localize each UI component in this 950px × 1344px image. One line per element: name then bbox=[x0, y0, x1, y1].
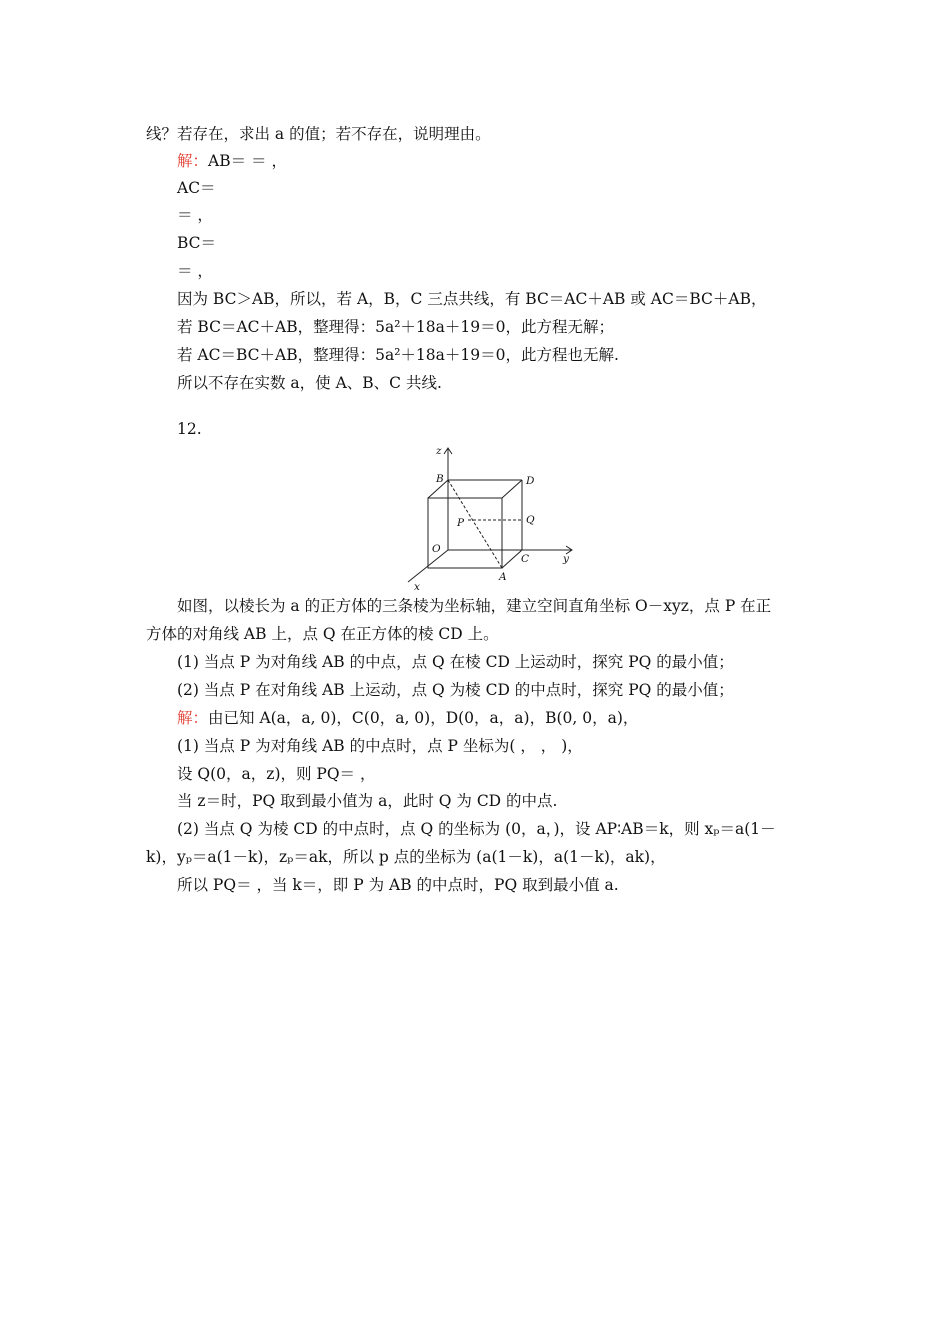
label-Q: Q bbox=[526, 514, 535, 526]
label-y: y bbox=[563, 553, 569, 565]
text-line: ＝ ， bbox=[177, 206, 213, 224]
label-C: C bbox=[521, 553, 530, 565]
text-line: (2) 当点 Q 为棱 CD 的中点时，点 Q 的坐标为 (0，a，)，设 AP∶AB＝k，则 xₚ＝a(1－ bbox=[177, 820, 776, 838]
text-line: 方体的对角线 AB 上，点 Q 在正方体的棱 CD 上。 bbox=[146, 625, 499, 643]
solution-line bbox=[177, 151, 287, 171]
text-line: AC＝ bbox=[177, 179, 216, 197]
text-line: (1) 当点 P 为对角线 AB 的中点，点 Q 在棱 CD 上运动时，探究 PQ 的最小值； bbox=[177, 653, 734, 671]
label-z: z bbox=[436, 445, 442, 457]
solution-text: 由已知 A(a，a, 0)，C(0，a, 0)，D(0，a，a)，B(0, 0，a)， bbox=[208, 709, 639, 727]
solution-text: AB＝ ＝ ， bbox=[208, 152, 287, 170]
text-line: 所以不存在实数 a，使 A、B、C 共线. bbox=[177, 374, 442, 392]
text-line: BC＝ bbox=[177, 234, 217, 252]
text-line: 线？若存在，求出 a 的值；若不存在，说明理由。 bbox=[146, 125, 491, 143]
solution-label: 解： bbox=[177, 152, 209, 170]
text-line: ＝ ， bbox=[177, 262, 213, 280]
label-x: x bbox=[414, 581, 420, 590]
label-O: O bbox=[432, 543, 441, 555]
text-line: 若 BC＝AC＋AB，整理得：5a²＋18a＋19＝0，此方程无解； bbox=[177, 318, 614, 336]
text-line: (1) 当点 P 为对角线 AB 的中点时，点 P 坐标为( ， ， )， bbox=[177, 737, 583, 755]
text-line: 所以 PQ＝ ，当 k＝，即 P 为 AB 的中点时，PQ 取到最小值 a. bbox=[177, 876, 619, 894]
text-line: 因为 BC＞AB，所以，若 A，B，C 三点共线，有 BC＝AC＋AB 或 AC＝BC＋AB， bbox=[177, 290, 767, 308]
solution-line bbox=[177, 708, 638, 728]
text-line: 若 AC＝BC＋AB，整理得：5a²＋18a＋19＝0，此方程也无解. bbox=[177, 346, 619, 364]
text-line: (2) 当点 P 在对角线 AB 上运动，点 Q 为棱 CD 的中点时，探究 PQ 的最小值； bbox=[177, 681, 734, 699]
label-B: B bbox=[436, 473, 444, 485]
text-line: 设 Q(0，a，z)，则 PQ＝ ， bbox=[177, 765, 376, 783]
text-line: k)，yₚ＝a(1－k)，zₚ＝ak，所以 p 点的坐标为 (a(1－k)，a(1－k)，ak)， bbox=[146, 848, 666, 866]
solution-label: 解： bbox=[177, 709, 209, 727]
text-line: 当 z＝时，PQ 取到最小值为 a，此时 Q 为 CD 的中点. bbox=[177, 792, 558, 810]
label-D: D bbox=[526, 475, 535, 487]
cube-figure bbox=[400, 440, 590, 590]
label-P: P bbox=[457, 517, 465, 529]
label-A: A bbox=[499, 571, 507, 583]
problem-number: 12. bbox=[177, 420, 202, 438]
text-line: 如图，以棱长为 a 的正方体的三条棱为坐标轴，建立空间直角坐标 O－xyz，点 P 在正 bbox=[177, 597, 772, 615]
